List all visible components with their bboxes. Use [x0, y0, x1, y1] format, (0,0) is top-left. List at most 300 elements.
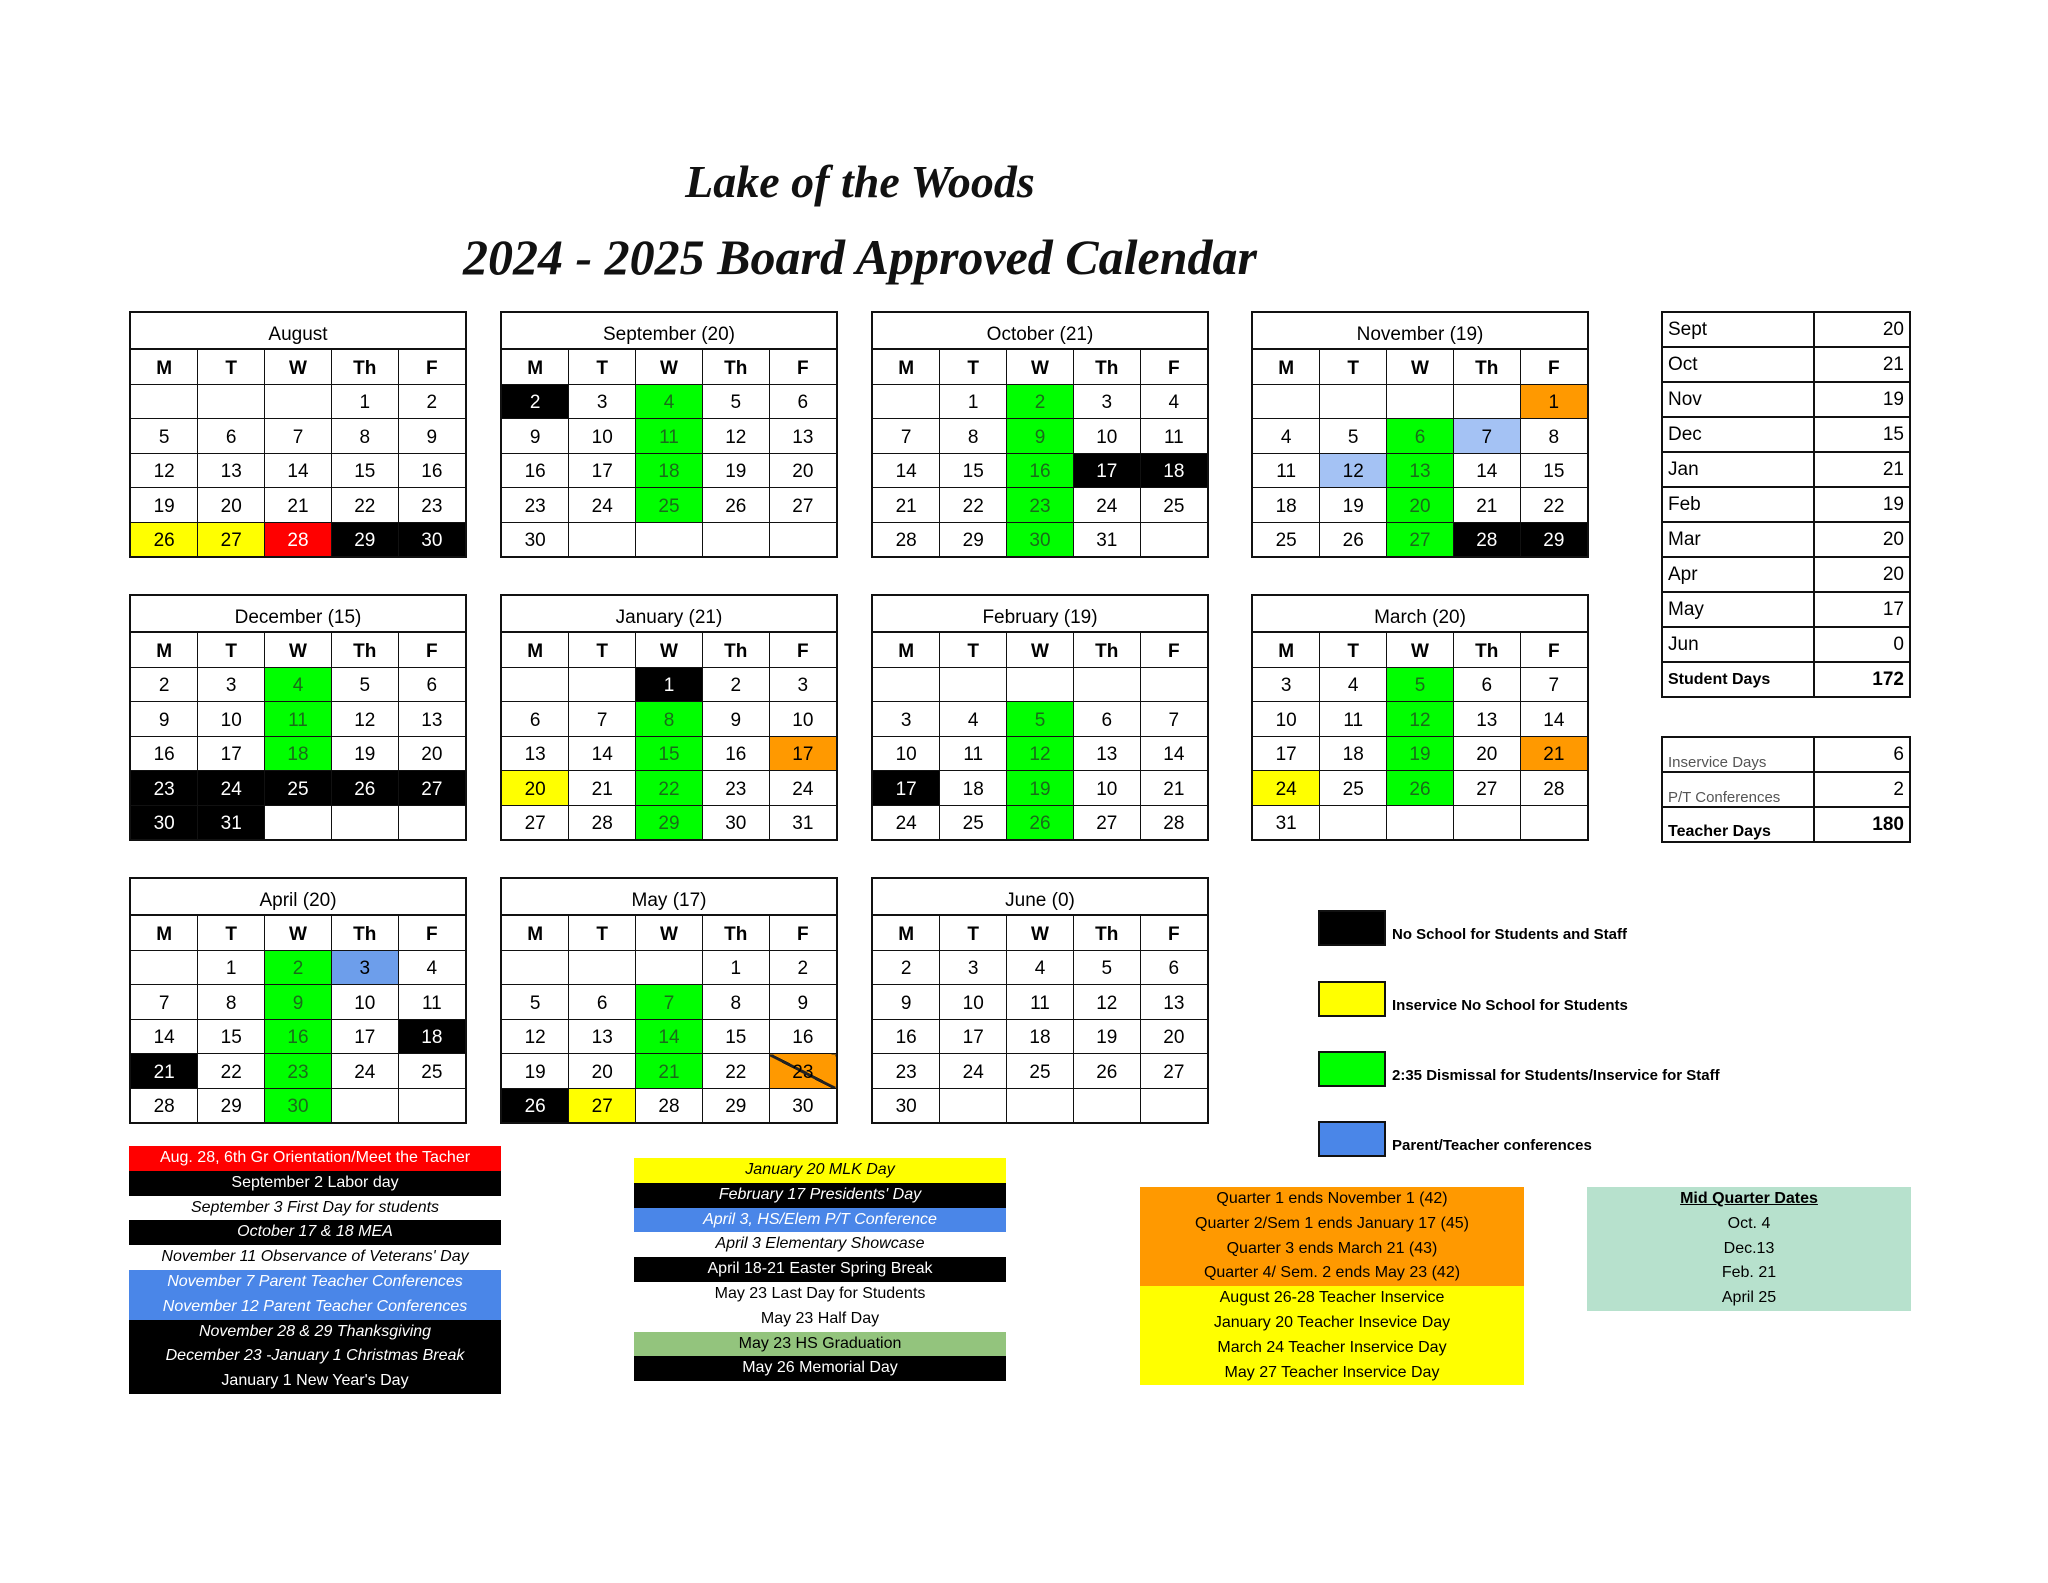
- day-cell: 17: [331, 1019, 398, 1054]
- weekday-header: T: [940, 350, 1007, 384]
- month-student-days: 20: [1814, 557, 1910, 592]
- mid-quarter-date: April 25: [1587, 1286, 1911, 1311]
- weekday-header: F: [398, 350, 465, 384]
- month-calendar: [1251, 311, 1589, 558]
- student-days-table: [1661, 311, 1911, 698]
- day-cell: [569, 950, 636, 985]
- day-cell: [1007, 667, 1074, 702]
- week-row: [131, 667, 465, 702]
- weekday-header: F: [769, 350, 836, 384]
- weekday-header: T: [198, 350, 265, 384]
- day-cell: 22: [636, 771, 703, 806]
- day-cell: 27: [1073, 805, 1140, 839]
- day-cell: [502, 950, 569, 985]
- day-cell: 5: [702, 384, 769, 419]
- week-row: [502, 736, 836, 771]
- event-note: November 12 Parent Teacher Conferences: [129, 1295, 501, 1320]
- day-cell: 24: [940, 1054, 1007, 1089]
- day-cell: 13: [398, 702, 465, 737]
- month-title: October (21): [873, 313, 1207, 350]
- day-cell: 28: [1453, 522, 1520, 556]
- month-calendar: [129, 594, 467, 841]
- day-cell: 2: [398, 384, 465, 419]
- weekday-header: M: [873, 633, 940, 667]
- day-cell: 26: [1073, 1054, 1140, 1089]
- weekday-header: T: [569, 633, 636, 667]
- day-cell: 14: [569, 736, 636, 771]
- day-cell: [940, 1088, 1007, 1122]
- month-title: June (0): [873, 879, 1207, 916]
- day-cell: 24: [569, 488, 636, 523]
- day-cell: 6: [1453, 667, 1520, 702]
- day-cell: 31: [769, 805, 836, 839]
- day-cell: 7: [873, 419, 940, 454]
- student-days-row: [1662, 382, 1910, 417]
- week-row: [1253, 419, 1587, 454]
- day-cell: 19: [1007, 771, 1074, 806]
- weekday-header: W: [265, 916, 332, 950]
- day-cell: 14: [265, 453, 332, 488]
- day-cell: [1320, 805, 1387, 839]
- day-cell: 25: [1007, 1054, 1074, 1089]
- legend-label: Parent/Teacher conferences: [1392, 1137, 1592, 1154]
- week-row: [873, 1054, 1207, 1089]
- day-cell: [398, 1088, 465, 1122]
- day-cell: 8: [940, 419, 1007, 454]
- teacher-days-value: 180: [1814, 807, 1910, 842]
- weekday-header: Th: [331, 350, 398, 384]
- weekday-header: W: [1007, 350, 1074, 384]
- day-cell: [873, 384, 940, 419]
- week-row: [873, 419, 1207, 454]
- day-cell: 7: [636, 985, 703, 1020]
- week-row: [1253, 805, 1587, 839]
- weekday-header: M: [502, 350, 569, 384]
- day-cell: 7: [265, 419, 332, 454]
- day-cell: 10: [331, 985, 398, 1020]
- day-cell: 17: [1253, 736, 1320, 771]
- month-student-days: 20: [1814, 522, 1910, 557]
- day-cell: 27: [398, 771, 465, 806]
- month-student-days: 0: [1814, 627, 1910, 662]
- weekday-header: M: [502, 916, 569, 950]
- day-cell: 21: [1520, 736, 1587, 771]
- week-row: [873, 805, 1207, 839]
- week-row: [1253, 488, 1587, 523]
- month-title: August: [131, 313, 465, 350]
- day-cell: 7: [1453, 419, 1520, 454]
- day-cell: 4: [1320, 667, 1387, 702]
- day-cell: 5: [502, 985, 569, 1020]
- day-cell: [1453, 805, 1520, 839]
- day-cell: 7: [569, 702, 636, 737]
- week-row: [131, 384, 465, 419]
- student-days-row: [1662, 347, 1910, 382]
- day-cell: 9: [1007, 419, 1074, 454]
- day-cell: [331, 1088, 398, 1122]
- day-cell: 12: [131, 453, 198, 488]
- event-note: January 1 New Year's Day: [129, 1369, 501, 1394]
- day-cell: 21: [636, 1054, 703, 1089]
- day-cell: 7: [1520, 667, 1587, 702]
- month-title: April (20): [131, 879, 465, 916]
- day-cell: 21: [265, 488, 332, 523]
- day-cell: 26: [331, 771, 398, 806]
- day-cell: 26: [702, 488, 769, 523]
- weekday-header: W: [636, 916, 703, 950]
- week-row: [131, 950, 465, 985]
- day-cell: 8: [331, 419, 398, 454]
- month-calendar: [871, 594, 1209, 841]
- day-cell: 8: [1520, 419, 1587, 454]
- weekday-header: Th: [331, 916, 398, 950]
- event-note: May 23 Half Day: [634, 1307, 1006, 1332]
- day-cell: 6: [1140, 950, 1207, 985]
- day-cell: 28: [873, 522, 940, 556]
- day-cell: 1: [636, 667, 703, 702]
- mid-quarter-date: Dec.13: [1587, 1237, 1911, 1262]
- day-cell: 17: [569, 453, 636, 488]
- day-cell: 1: [331, 384, 398, 419]
- day-cell: 13: [569, 1019, 636, 1054]
- day-cell: 15: [1520, 453, 1587, 488]
- day-cell: [1140, 667, 1207, 702]
- day-cell: 5: [331, 667, 398, 702]
- day-cell: 2: [873, 950, 940, 985]
- weekday-header: F: [1520, 350, 1587, 384]
- weekday-header: Th: [702, 633, 769, 667]
- day-cell: 23: [131, 771, 198, 806]
- day-cell: 18: [1253, 488, 1320, 523]
- week-row: [131, 985, 465, 1020]
- week-row: [873, 522, 1207, 556]
- day-cell: 23: [702, 771, 769, 806]
- day-cell: 22: [1520, 488, 1587, 523]
- month-title: May (17): [502, 879, 836, 916]
- inservice-days-value: 6: [1814, 737, 1910, 772]
- event-note: Aug. 28, 6th Gr Orientation/Meet the Tacher: [129, 1146, 501, 1171]
- day-cell: 11: [1140, 419, 1207, 454]
- day-cell: [331, 805, 398, 839]
- day-cell: 8: [636, 702, 703, 737]
- day-cell: 21: [1453, 488, 1520, 523]
- student-days-row: [1662, 487, 1910, 522]
- day-cell: 18: [1320, 736, 1387, 771]
- day-cell: 19: [331, 736, 398, 771]
- mid-quarter-dates-box: [1587, 1187, 1911, 1311]
- month-calendar: [129, 311, 467, 558]
- day-cell: 11: [398, 985, 465, 1020]
- day-cell: 17: [940, 1019, 1007, 1054]
- day-cell: 2: [131, 667, 198, 702]
- day-cell: 20: [398, 736, 465, 771]
- day-cell: 24: [198, 771, 265, 806]
- day-cell: 30: [873, 1088, 940, 1122]
- day-cell: 3: [769, 667, 836, 702]
- month-title: January (21): [502, 596, 836, 633]
- day-cell: [940, 667, 1007, 702]
- weekday-header: W: [1007, 916, 1074, 950]
- week-row: [502, 771, 836, 806]
- events-list-spring: [634, 1158, 1006, 1381]
- day-cell: 13: [1387, 453, 1454, 488]
- week-row: [131, 1019, 465, 1054]
- month-title: February (19): [873, 596, 1207, 633]
- day-cell: 3: [1253, 667, 1320, 702]
- day-cell: 10: [940, 985, 1007, 1020]
- week-row: [502, 1088, 836, 1122]
- weekday-header: M: [131, 633, 198, 667]
- day-cell: [1073, 1088, 1140, 1122]
- week-row: [873, 1088, 1207, 1122]
- weekday-header: W: [636, 633, 703, 667]
- month-student-days: 21: [1814, 347, 1910, 382]
- month-title: December (15): [131, 596, 465, 633]
- day-cell: 6: [1073, 702, 1140, 737]
- week-row: [131, 771, 465, 806]
- day-cell: 13: [1140, 985, 1207, 1020]
- week-row: [1253, 771, 1587, 806]
- weekday-header: M: [873, 916, 940, 950]
- day-cell: 6: [1387, 419, 1454, 454]
- day-cell: 16: [873, 1019, 940, 1054]
- day-cell: 12: [331, 702, 398, 737]
- week-row: [1253, 667, 1587, 702]
- day-cell: 10: [569, 419, 636, 454]
- day-cell: [873, 667, 940, 702]
- day-cell: 17: [198, 736, 265, 771]
- inservice-days-label: Inservice Days: [1662, 737, 1814, 772]
- weekday-header: F: [398, 633, 465, 667]
- student-days-row: [1662, 557, 1910, 592]
- month-calendar: [1251, 594, 1589, 841]
- day-cell: [1453, 384, 1520, 419]
- day-cell: 1: [1520, 384, 1587, 419]
- day-cell: 6: [569, 985, 636, 1020]
- day-cell: [769, 522, 836, 556]
- day-cell: 1: [702, 950, 769, 985]
- day-cell: 19: [131, 488, 198, 523]
- day-cell: 23: [1007, 488, 1074, 523]
- day-cell: 25: [1320, 771, 1387, 806]
- day-cell: 9: [398, 419, 465, 454]
- day-cell: 5: [1073, 950, 1140, 985]
- week-row: [1253, 702, 1587, 737]
- week-row: [502, 1019, 836, 1054]
- day-cell: 20: [769, 453, 836, 488]
- day-cell: 13: [769, 419, 836, 454]
- week-row: [502, 805, 836, 839]
- day-cell: 13: [1073, 736, 1140, 771]
- day-cell: 1: [198, 950, 265, 985]
- day-cell: 3: [940, 950, 1007, 985]
- month-calendar: [129, 877, 467, 1124]
- day-cell: 25: [940, 805, 1007, 839]
- day-cell: [1387, 805, 1454, 839]
- week-row: [873, 1019, 1207, 1054]
- day-cell: 27: [1387, 522, 1454, 556]
- day-cell: 29: [636, 805, 703, 839]
- mid-quarter-heading: Mid Quarter Dates: [1587, 1187, 1911, 1212]
- day-cell: 3: [331, 950, 398, 985]
- teacher-days-total-row: [1662, 807, 1910, 842]
- month-calendar: [500, 877, 838, 1124]
- student-days-label: Student Days: [1662, 662, 1814, 697]
- day-cell: 24: [769, 771, 836, 806]
- day-cell: 8: [198, 985, 265, 1020]
- day-cell: 22: [940, 488, 1007, 523]
- day-cell: 31: [198, 805, 265, 839]
- day-cell: 13: [198, 453, 265, 488]
- pt-conferences-label: P/T Conferences: [1662, 772, 1814, 807]
- weekday-header: T: [198, 916, 265, 950]
- day-cell: 12: [1387, 702, 1454, 737]
- day-cell: 28: [265, 522, 332, 556]
- day-cell: 14: [131, 1019, 198, 1054]
- day-cell: 12: [1007, 736, 1074, 771]
- week-row: [873, 736, 1207, 771]
- day-cell: [265, 805, 332, 839]
- day-cell: 2: [502, 384, 569, 419]
- day-cell: 24: [1073, 488, 1140, 523]
- day-cell: 10: [1253, 702, 1320, 737]
- day-cell: 2: [265, 950, 332, 985]
- day-cell: 29: [331, 522, 398, 556]
- weekday-header: F: [1140, 633, 1207, 667]
- event-note: August 26-28 Teacher Inservice: [1140, 1286, 1524, 1311]
- month-student-days: 15: [1814, 417, 1910, 452]
- day-cell: 11: [1320, 702, 1387, 737]
- event-note: May 23 HS Graduation: [634, 1332, 1006, 1357]
- day-cell: 9: [265, 985, 332, 1020]
- weekday-header: T: [569, 350, 636, 384]
- month-calendar: [500, 594, 838, 841]
- quarter-and-inservice-list: [1140, 1187, 1524, 1385]
- week-row: [502, 950, 836, 985]
- weekday-header: T: [1320, 350, 1387, 384]
- day-cell: 19: [502, 1054, 569, 1089]
- day-cell: 23: [265, 1054, 332, 1089]
- day-cell: 4: [265, 667, 332, 702]
- day-cell: 21: [131, 1054, 198, 1089]
- day-cell: 17: [1073, 453, 1140, 488]
- day-cell: 29: [1520, 522, 1587, 556]
- day-cell: [636, 522, 703, 556]
- day-cell: 24: [331, 1054, 398, 1089]
- weekday-header: Th: [331, 633, 398, 667]
- day-cell: 20: [1387, 488, 1454, 523]
- day-cell: 18: [636, 453, 703, 488]
- month-student-days: 17: [1814, 592, 1910, 627]
- weekday-header: W: [1007, 633, 1074, 667]
- day-cell: 25: [1253, 522, 1320, 556]
- month-label: Oct: [1662, 347, 1814, 382]
- day-cell: 14: [636, 1019, 703, 1054]
- event-note: September 3 First Day for students: [129, 1196, 501, 1221]
- weekday-header: Th: [1453, 350, 1520, 384]
- day-cell: 29: [702, 1088, 769, 1122]
- day-cell: 18: [1140, 453, 1207, 488]
- day-cell: 3: [198, 667, 265, 702]
- day-cell: 15: [331, 453, 398, 488]
- day-cell: 27: [769, 488, 836, 523]
- month-label: Dec: [1662, 417, 1814, 452]
- student-days-row: [1662, 627, 1910, 662]
- day-cell: 16: [702, 736, 769, 771]
- weekday-header: T: [940, 916, 1007, 950]
- mid-quarter-date: Oct. 4: [1587, 1212, 1911, 1237]
- day-cell: 7: [1140, 702, 1207, 737]
- day-cell: 11: [1007, 985, 1074, 1020]
- month-student-days: 20: [1814, 312, 1910, 347]
- day-cell: [198, 384, 265, 419]
- student-days-row: [1662, 417, 1910, 452]
- week-row: [131, 736, 465, 771]
- week-row: [502, 667, 836, 702]
- day-cell: 8: [702, 985, 769, 1020]
- day-cell: 26: [1007, 805, 1074, 839]
- month-label: Nov: [1662, 382, 1814, 417]
- day-cell: [1140, 1088, 1207, 1122]
- month-title: November (19): [1253, 313, 1587, 350]
- weekday-header: Th: [1073, 350, 1140, 384]
- month-label: Apr: [1662, 557, 1814, 592]
- weekday-header: W: [636, 350, 703, 384]
- week-row: [873, 667, 1207, 702]
- student-days-row: [1662, 312, 1910, 347]
- day-cell: 12: [702, 419, 769, 454]
- week-row: [131, 453, 465, 488]
- school-name-title: Lake of the Woods: [685, 156, 1035, 207]
- day-cell: 25: [265, 771, 332, 806]
- weekday-header: F: [1520, 633, 1587, 667]
- day-cell: [1387, 384, 1454, 419]
- month-title: March (20): [1253, 596, 1587, 633]
- weekday-header: F: [1140, 916, 1207, 950]
- day-cell: 10: [1073, 419, 1140, 454]
- day-cell: 16: [502, 453, 569, 488]
- month-label: May: [1662, 592, 1814, 627]
- day-cell: 26: [1320, 522, 1387, 556]
- day-cell: 3: [569, 384, 636, 419]
- day-cell: 9: [131, 702, 198, 737]
- day-cell: [265, 384, 332, 419]
- day-cell: [502, 667, 569, 702]
- day-cell: 27: [198, 522, 265, 556]
- week-row: [131, 1054, 465, 1089]
- day-cell: 16: [769, 1019, 836, 1054]
- weekday-header: F: [769, 633, 836, 667]
- day-cell: 30: [702, 805, 769, 839]
- week-row: [502, 522, 836, 556]
- week-row: [131, 419, 465, 454]
- legend-swatch: [1318, 981, 1386, 1017]
- day-cell: 23: [769, 1054, 836, 1089]
- weekday-header: M: [1253, 633, 1320, 667]
- weekday-header: M: [131, 916, 198, 950]
- month-label: Sept: [1662, 312, 1814, 347]
- day-cell: [1073, 667, 1140, 702]
- day-cell: 16: [398, 453, 465, 488]
- weekday-header: T: [940, 633, 1007, 667]
- day-cell: 11: [940, 736, 1007, 771]
- legend-label: 2:35 Dismissal for Students/Inservice for Staff: [1392, 1067, 1720, 1084]
- day-cell: [636, 950, 703, 985]
- day-cell: [398, 805, 465, 839]
- weekday-header: F: [398, 916, 465, 950]
- legend-swatch: [1318, 1121, 1386, 1157]
- day-cell: 6: [502, 702, 569, 737]
